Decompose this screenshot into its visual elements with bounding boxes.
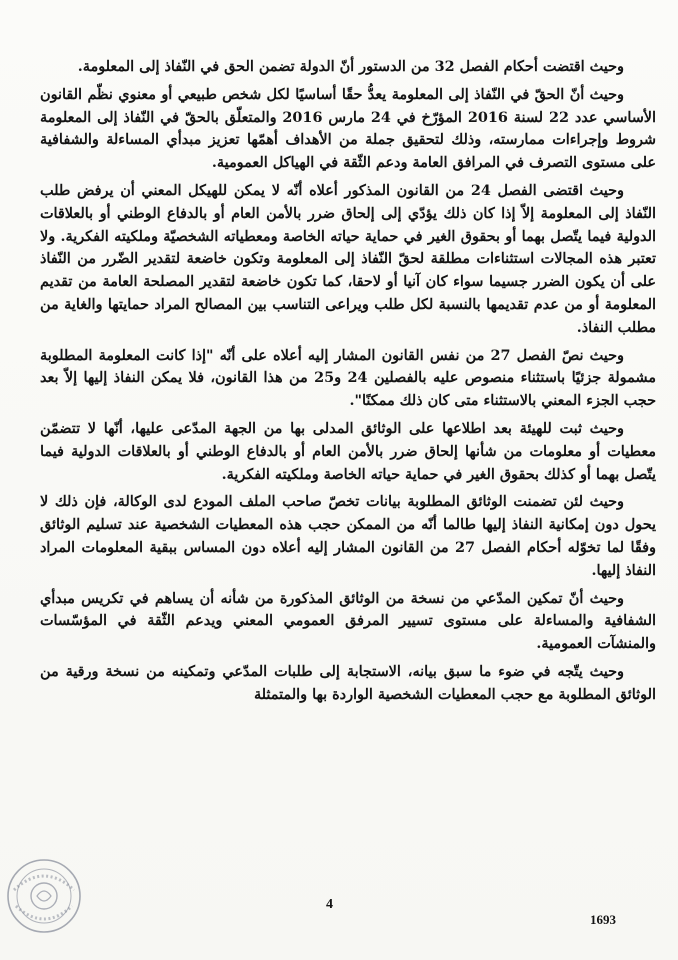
document-number: 1693 — [590, 912, 616, 927]
document-body — [40, 48, 656, 712]
paragraph-3: وحيث اقتضى الفصل 24 من القانون المذكور أعلاه أنّه لا يمكن للهيكل المعني أن يرفض طلب النّفاذ إلى المعلومة إلاّ إذا كان ذلك يؤدّي إلى إلحاق ضرر بالأمن العام أو بالدفاع الوطني أو بالعلاقات الدولية فيما يتّصل بهما أو بحقوق الغير في حماية حياته الخاصة ومعطياته الشخصيّة وملكيته الفكرية. ولا تعتبر هذه المجالات استثناءات مطلقة لحقّ النّفاذ إلى المعلومة وتكون خاضعة لتقدير الضّرر من النّفاذ على أن يكون الضرر جسيما سواء كان آنيا أو لاحقا، كما تكون خاضعة لتقدير المصلحة العامة من تقديم المعلومة أو من عدم تقديمها بالنسبة لكل طلب ويراعى التناسب بين المصالح المراد حمايتها والغاية من مطلب النفاذ. — [40, 181, 656, 336]
paragraph-7: وحيث أنّ تمكين المدّعي من نسخة من الوثائق المذكورة من شأنه أن يساهم في تكريس مبدأي الشفافية والمساءلة على مستوى تسيير المرفق العمومي المعني ويدعم الثّقة في المؤسّسات والمنشآت العمومية. — [40, 589, 656, 653]
paragraph-1: وحيث اقتضت أحكام الفصل 32 من الدستور أنّ الدولة تضمن الحق في النّفاذ إلى المعلومة. — [77, 58, 624, 75]
page-number: 4 — [326, 897, 333, 912]
official-seal-icon — [4, 856, 84, 936]
paragraph-6: وحيث لئن تضمنت الوثائق المطلوبة بيانات تخصّ صاحب الملف المودع لدى الوكالة، فإن ذلك لا يحول دون إمكانية النفاذ إليها طالما أنّه من الممكن حجب هذه المعطيات الشخصية عند تسليم الوثائق وفقًا لما تخوّله أحكام الفصل 27 من القانون المشار إليه أعلاه دون المساس ببقية المعلومات المراد النفاذ إليها. — [40, 493, 656, 579]
paragraph-5: وحيث ثبت للهيئة بعد اطلاعها على الوثائق المدلى بها من الجهة المدّعى عليها، أنّها لا تتضمّن معطيات أو معلومات من شأنها إلحاق ضرر بالأمن العام أو بالدفاع الوطني أو بالعلاقات الدولية فيما يتّصل بهما أو كذلك بحقوق الغير في حماية حياته الخاصة وملكيته الفكرية. — [40, 419, 656, 483]
paragraph-2: وحيث أنّ الحقّ في النّفاذ إلى المعلومة يعدُّ حقًا أساسيًا لكل شخص طبيعي أو معنوي نظّم القانون الأساسي عدد 22 لسنة 2016 المؤرّخ في 24 مارس 2016 والمتعلّق بالحقّ في النّفاذ إلى المعلومة شروط وإجراءات ممارسته، وذلك لتحقيق جملة من الأهداف أهمّها تعزيز مبدأي المساءلة والشفافية على مستوى التصرف في المرافق العامة ودعم الثّقة في الهياكل العمومية. — [40, 85, 656, 172]
paragraph-8: وحيث يتّجه في ضوء ما سبق بيانه، الاستجابة إلى طلبات المدّعي وتمكينه من نسخة ورقية من الوثائق المطلوبة مع حجب المعطيات الشخصية الواردة بها والمتمثلة — [40, 662, 656, 703]
paragraph-4: وحيث نصّ الفصل 27 من نفس القانون المشار إليه أعلاه على أنّه "إذا كانت المعلومة المطلوبة مشمولة جزئيًا باستثناء منصوص عليه بالفصلين 24 و25 من هذا القانون، فلا يمكن النفاذ إليها إلاّ بعد حجب الجزء المعني بالاستثناء متى كان ذلك ممكنًا". — [40, 346, 656, 410]
